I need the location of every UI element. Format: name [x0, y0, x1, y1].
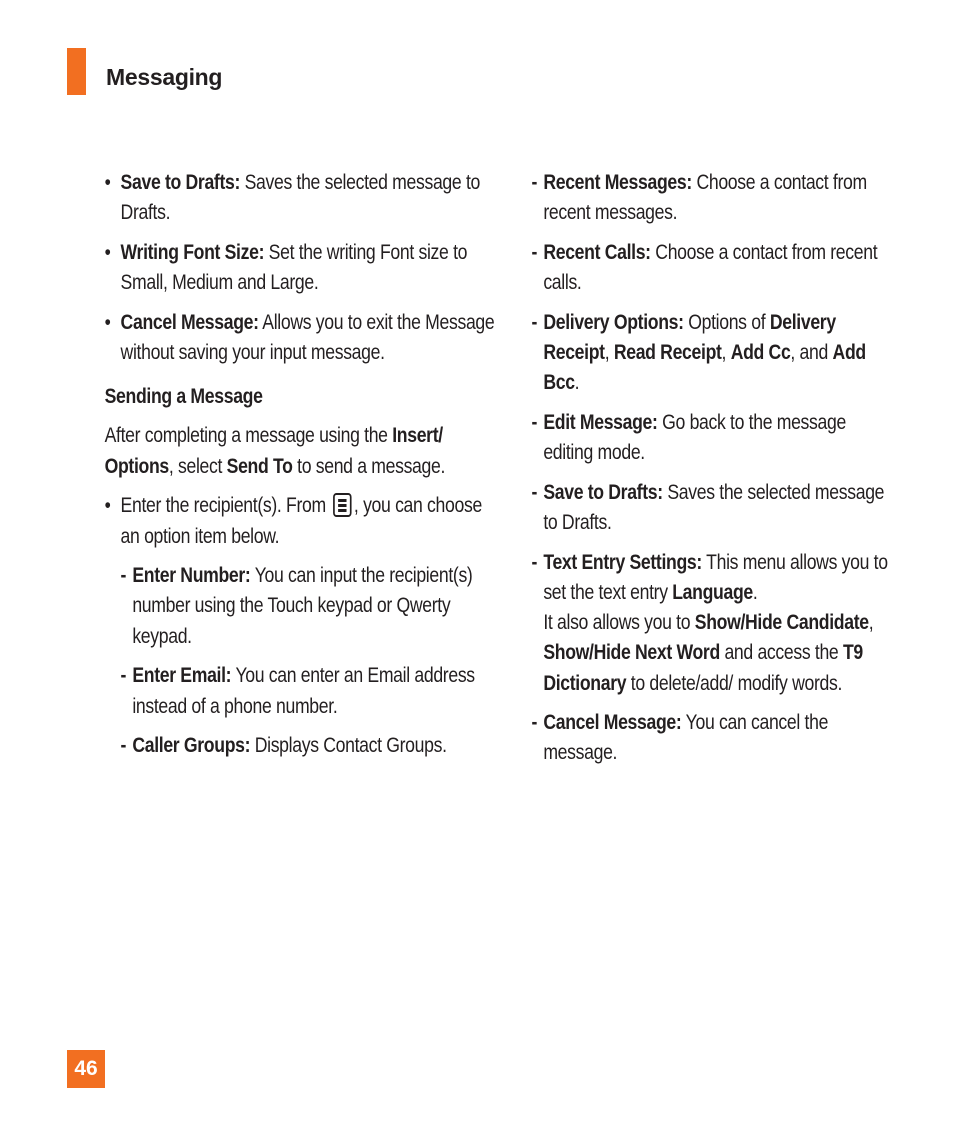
sub-item-save-to-drafts — [532, 478, 895, 538]
dash: - — [120, 664, 127, 688]
term-add-cc: Add Cc — [730, 341, 791, 365]
term-show-hide-candidate: Show/Hide Candidate — [694, 611, 869, 635]
item-term: Cancel Message: — [120, 310, 259, 334]
term-read-receipt: Read Receipt — [613, 341, 722, 365]
item-text: Choose a contact from recent messages. — [543, 171, 867, 225]
list-item-cancel-message — [105, 308, 500, 368]
intro-paragraph — [105, 421, 500, 481]
term-t9-dictionary: T9 Dictionary — [543, 641, 863, 695]
intro-term-send-to: Send To — [226, 454, 293, 478]
bullet: • — [104, 310, 111, 334]
item-term: Recent Messages: — [543, 171, 692, 194]
term-show-hide-next-word: Show/Hide Next Word — [543, 641, 720, 665]
dash: - — [531, 480, 538, 504]
sub-item-enter-email — [121, 661, 500, 721]
item-term: Edit Message: — [543, 410, 658, 434]
dash: - — [531, 410, 538, 434]
sub-item-edit-message — [532, 408, 895, 468]
dash: - — [531, 171, 538, 194]
item-term: Cancel Message: — [543, 711, 682, 735]
bullet: • — [104, 494, 111, 518]
item-term: Caller Groups: — [132, 734, 251, 758]
item-text: Go back to the message editing mode. — [543, 410, 846, 465]
item-text: Allows you to exit the Message without saving your input message. — [120, 310, 495, 365]
term-delivery-receipt: Delivery Receipt — [543, 310, 836, 365]
item-text: Options of — [683, 310, 770, 334]
term-add-bcc: Add Bcc — [543, 341, 866, 395]
item-text: to delete/add/ modify words. — [626, 671, 843, 695]
item-text: , — [604, 341, 614, 365]
item-text: and access the — [719, 641, 843, 665]
item-text: , — [868, 611, 874, 635]
item-text: Displays Contact Groups. — [250, 734, 447, 758]
dash: - — [120, 564, 127, 588]
sub-item-enter-number — [121, 561, 500, 652]
bullet: • — [104, 171, 111, 194]
sub-item-delivery-options — [532, 308, 895, 399]
dash: - — [531, 711, 538, 735]
section-heading: Sending a Message — [104, 385, 263, 409]
list-item-writing-font-size — [105, 238, 500, 298]
section-marker — [67, 48, 86, 95]
sub-item-cancel-message — [532, 708, 895, 768]
sub-item-recent-messages — [532, 168, 895, 228]
sub-item-caller-groups — [121, 731, 500, 761]
term-language: Language — [672, 580, 753, 604]
list-item-enter-recipients — [105, 491, 500, 551]
page-title: Messaging — [106, 64, 223, 90]
list-item-save-to-drafts — [105, 168, 500, 228]
item-term: Writing Font Size: — [120, 240, 265, 264]
item-text: It also allows you to — [543, 611, 695, 635]
item-text: You can input the recipient(s) number using the Touch keypad or Qwerty keypad. — [132, 564, 473, 648]
item-term: Text Entry Settings: — [543, 550, 702, 574]
item-text: You can enter an Email address instead of a phone number. — [132, 664, 475, 718]
dash: - — [531, 310, 538, 334]
item-text: , and — [790, 341, 833, 365]
item-text: Set the writing Font size to Small, Medium and Large. — [120, 240, 468, 295]
intro-text: to send a message. — [292, 454, 446, 478]
item-term: Enter Number: — [132, 564, 251, 588]
item-text: You can cancel the message. — [543, 711, 829, 765]
item-text: , you can choose an option item below. — [120, 494, 482, 548]
dash: - — [531, 550, 538, 574]
item-term: Save to Drafts: — [543, 480, 663, 504]
item-text: Saves the selected message to Drafts. — [543, 480, 885, 535]
right-column — [497, 168, 892, 778]
intro-term-insert-options: Insert/ Options — [104, 424, 443, 478]
dash: - — [120, 734, 127, 758]
item-text: . — [574, 371, 580, 395]
page-number-badge — [67, 1050, 105, 1088]
item-text: Choose a contact from recent calls. — [543, 240, 878, 295]
item-text: , — [721, 341, 731, 365]
intro-text: , select — [168, 454, 227, 478]
sub-item-text-entry-settings — [532, 548, 895, 699]
item-text: . — [752, 580, 758, 604]
item-term: Delivery Options: — [543, 310, 684, 334]
bullet: • — [104, 240, 111, 264]
dash: - — [531, 240, 538, 264]
intro-text: After completing a message using the — [104, 424, 393, 448]
left-column — [67, 168, 495, 771]
item-term: Recent Calls: — [543, 240, 651, 264]
page-number: 46 — [74, 1057, 98, 1080]
item-text: Saves the selected message to Drafts. — [120, 171, 480, 225]
item-term: Save to Drafts: — [120, 171, 241, 194]
item-text: This menu allows you to set the text entry — [543, 550, 888, 604]
item-term: Enter Email: — [132, 664, 232, 688]
item-text: Enter the recipient(s). From — [120, 494, 331, 518]
sub-item-recent-calls — [532, 238, 895, 298]
menu-key-icon — [333, 493, 351, 517]
